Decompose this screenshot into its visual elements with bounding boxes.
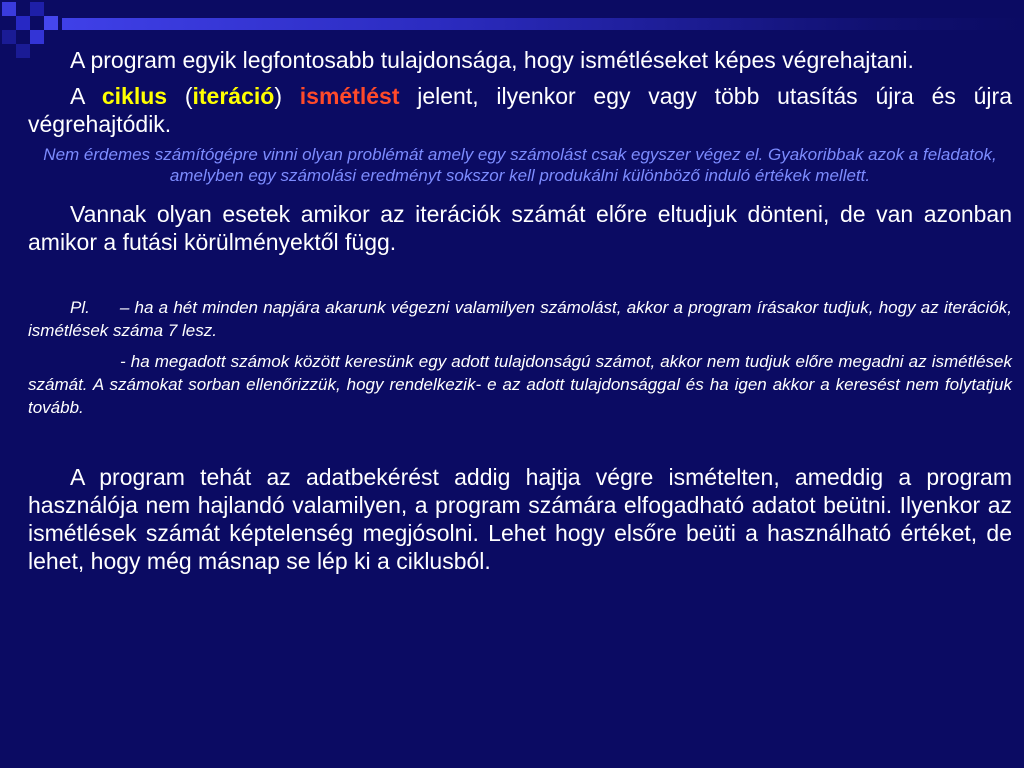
example-label: Pl. bbox=[70, 298, 90, 317]
keyword-ismetlest: ismétlést bbox=[299, 83, 400, 109]
deco-square bbox=[16, 16, 30, 30]
paragraph-input-loop: A program tehát az adatbekérést addig hajtja végre ismételten, ameddig a program használója nem hajlandó valamilyen, a program számára elfogadható adatot beütni. Ilyenkor az ismétlések számát képtelenség megjósolni. Lehet hogy elsőre beüti a használható értéket, de lehet, hogy még másnap se lép ki a ciklusból. bbox=[28, 464, 1012, 574]
paragraph-iteration-count: Vannak olyan esetek amikor az iterációk számát előre eltudjuk dönteni, de van azonban amikor a futási körülményektől függ. bbox=[28, 201, 1012, 255]
example-week bbox=[28, 296, 1012, 342]
text-segment: ( bbox=[167, 83, 193, 109]
text-segment: A bbox=[70, 83, 102, 109]
keyword-iteracio: iteráció bbox=[192, 83, 275, 109]
deco-square bbox=[2, 30, 16, 44]
note-text: Nem érdemes számítógépre vinni olyan problémát amely egy számolást csak egyszer végez el. Gyakoribbak azok a feladatok, amelyben egy számolási eredményt sokszor kell produkálni különböző induló értékek mellett. bbox=[43, 145, 997, 185]
text-segment: ) bbox=[274, 83, 300, 109]
slide-content bbox=[28, 46, 1012, 575]
header-bar bbox=[62, 18, 1024, 30]
deco-square bbox=[30, 2, 44, 16]
example-search: - ha megadott számok között keresünk egy adott tulajdonságú számot, akkor nem tudjuk előre megadni az ismétlések számát. A számokat sorban ellenőrizzük, hogy rendelkezik- e az adott tulajdonsággal és ha igen akkor a keresést nem folytatjuk tovább. bbox=[28, 352, 1012, 417]
example-text: – ha a hét minden napjára akarunk végezni valamilyen számolást, akkor a program írásakor tudjuk, hogy az iterációk, ismétlések száma 7 lesz. bbox=[28, 298, 1012, 340]
keyword-ciklus: ciklus bbox=[101, 83, 168, 109]
paragraph-intro: A program egyik legfontosabb tulajdonsága, hogy ismétléseket képes végrehajtani. bbox=[70, 47, 914, 73]
deco-square bbox=[30, 30, 44, 44]
text-segment: jelent, ilyenkor egy vagy több utasítás újra és újra végrehajtódik. bbox=[28, 83, 1012, 137]
deco-square bbox=[44, 16, 58, 30]
deco-square bbox=[2, 2, 16, 16]
paragraph-cycle-definition bbox=[28, 82, 1012, 138]
